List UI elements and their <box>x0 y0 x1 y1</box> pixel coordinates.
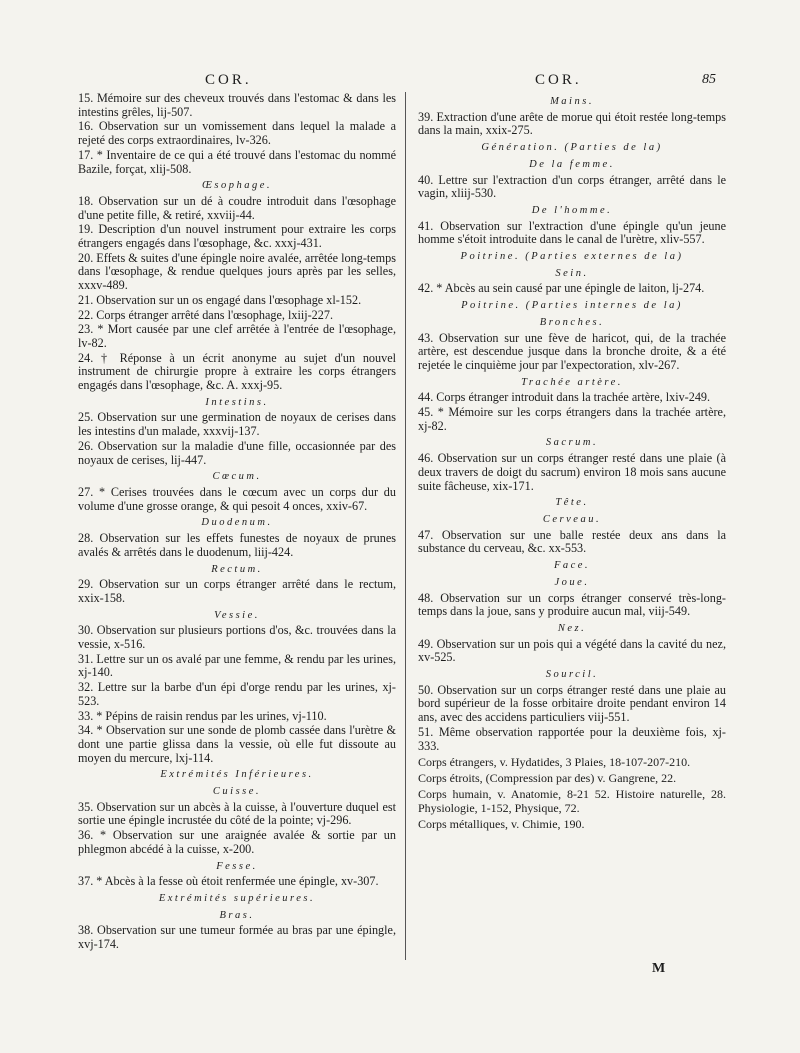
index-entry: 45. * Mémoire sur les corps étrangers dans la trachée artère, xj-82. <box>418 405 726 433</box>
index-entry: 36. * Observation sur une araignée avalée & sortie par un phlegmon abcédé à la cuisse, x-200. <box>78 828 396 856</box>
running-header-left: COR. <box>205 72 252 88</box>
column-divider <box>405 92 406 960</box>
index-entry: 42. * Abcès au sein causé par une épingle de laiton, lj-274. <box>418 281 705 296</box>
cross-reference: Corps étrangers, v. Hydatides, 3 Plaies, 18-107-207-210. <box>418 755 691 770</box>
section-heading: Nez. <box>557 622 587 634</box>
index-entry: 33. * Pépins de raisin rendus par les urines, vj-110. <box>78 708 327 723</box>
section-heading: Rectum. <box>211 563 263 575</box>
section-heading: Extrémités Inférieures. <box>160 769 314 781</box>
running-header-right: COR. <box>535 72 582 88</box>
section-heading: Bronches. <box>539 316 605 328</box>
index-entry: 31. Lettre sur un os avalé par une femme, & rendu par les urines, xj-140. <box>78 651 396 680</box>
index-entry: 24. † Réponse à un écrit anonyme au sujet d'un nouvel instrument de chirurgie propre à extraire les corps étrangers engagés dans l'œsophage, &c. A. xxxj-95. <box>78 350 396 393</box>
section-heading: Génération. (Parties de la) <box>481 142 663 154</box>
section-heading: Tête. <box>555 497 589 509</box>
section-heading: Sourcil. <box>545 669 599 681</box>
index-entry: 46. Observation sur un corps étranger resté dans une plaie (à deux travers de doigt du sacrum) environ 18 mois sans aucune suite fâcheuse, xix-171. <box>418 451 726 493</box>
index-entry: 20. Effets & suites d'une épingle noire avalée, arrêtée long-temps dans l'œsophage, & rendue quelques jours après par les selles, xxxv-489. <box>78 250 396 293</box>
index-entry: 41. Observation sur l'extraction d'une épingle qu'un jeune homme s'étoit introduite dans le canal de l'urètre, xliv-557. <box>418 218 726 247</box>
index-entry: 21. Observation sur un os engagé dans l'œsophage xl-152. <box>78 292 362 307</box>
index-entry: 51. Même observation rapportée pour la deuxième fois, xj-333. <box>418 724 726 753</box>
section-heading: Cœcum. <box>212 471 262 483</box>
section-heading: Joue. <box>554 576 590 588</box>
section-heading: De la femme. <box>529 158 615 170</box>
section-heading: Sacrum. <box>545 437 599 449</box>
index-entry: 32. Lettre sur la barbe d'un épi d'orge rendu par les urines, xj-523. <box>78 680 396 708</box>
section-heading: Duodenum. <box>201 517 273 529</box>
section-heading: Œsophage. <box>201 180 273 192</box>
index-entry: 39. Extraction d'une arête de morue qui étoit restée long-temps dans la main, xxix-275. <box>418 109 726 138</box>
index-entry: 27. * Cerises trouvées dans le cœcum avec un corps dur du volume d'une grosse orange, & qui pesoit 4 onces, xxiv-67. <box>78 484 396 513</box>
index-entry: 50. Observation sur un corps étranger resté dans une plaie au bord supérieur de la fosse orbitaire droite pendant environ 14 ans, avec des accidens particuliers viij-551. <box>418 682 726 725</box>
section-heading: Face. <box>553 560 591 572</box>
index-entry: 49. Observation sur un pois qui a végété dans la cavité du nez, xv-525. <box>418 636 726 665</box>
index-entry: 38. Observation sur une tumeur formée au bras par une épingle, xvj-174. <box>78 923 396 952</box>
cross-reference: Corps étroits, (Compression par des) v. Gangrene, 22. <box>418 771 677 786</box>
index-entry: 18. Observation sur un dé à coudre introduit dans l'œsophage d'une petite fille, & retiré, xxviij-44. <box>78 193 396 222</box>
cross-reference: Corps métalliques, v. Chimie, 190. <box>418 817 585 832</box>
index-entry: 25. Observation sur une germination de noyaux de cerises dans les intestins d'un malade, xxxvij-137. <box>78 410 396 439</box>
index-entry: 35. Observation sur un abcès à la cuisse, à l'ouverture duquel est sortie une épingle incrustée du côté de la pointe; vj-296. <box>78 799 396 828</box>
index-entry: 30. Observation sur plusieurs portions d'os, &c. trouvées dans la vessie, x-516. <box>78 623 396 652</box>
index-entry: 15. Mémoire sur des cheveux trouvés dans l'estomac & dans les intestins grêles, lij-507. <box>78 91 396 119</box>
section-heading: Bras. <box>219 909 255 921</box>
index-entry: 47. Observation sur une balle restée deux ans dans la substance du cerveau, &c. xx-553. <box>418 527 726 556</box>
index-entry: 26. Observation sur la maladie d'une fille, occasionnée par des noyaux de cerises, lij-447. <box>78 438 396 467</box>
page-number: 85 <box>702 72 716 87</box>
right-column <box>418 92 726 832</box>
section-heading: Cerveau. <box>542 513 602 525</box>
index-entry: 48. Observation sur un corps étranger conservé très-long-temps dans la joue, sans y produire aucun mal, viij-549. <box>418 590 726 619</box>
index-entry: 16. Observation sur un vomissement dans lequel la malade a rejeté des corps extraordinaires, lv-326. <box>78 119 396 148</box>
section-heading: Fesse. <box>216 860 258 872</box>
index-entry: 23. * Mort causée par une clef arrêtée à l'entrée de l'œsophage, lv-82. <box>78 322 396 350</box>
section-heading: De l'homme. <box>531 204 613 216</box>
index-entry: 29. Observation sur un corps étranger arrêté dans le rectum, xxix-158. <box>78 577 396 605</box>
section-heading: Mains. <box>550 96 594 107</box>
index-entry: 43. Observation sur une fève de haricot, qui, de la trachée artère, est descendue jusque dans la bronche droite, & a été rejetée le cinquième jour par l'expectoration, xlv-267. <box>418 330 726 372</box>
section-heading: Vessie. <box>214 609 260 621</box>
cross-reference: Corps humain, v. Anatomie, 8-21 52. Histoire naturelle, 28. Physiologie, 1-152, Physique, 72. <box>418 787 726 816</box>
index-entry: 40. Lettre sur l'extraction d'un corps étranger, arrêté dans le vagin, xliij-530. <box>418 172 726 201</box>
section-heading: Poitrine. (Parties externes de la) <box>460 251 684 263</box>
section-heading: Extrémités supérieures. <box>158 892 316 904</box>
index-entry: 22. Corps étranger arrêté dans l'œsophage, lxiij-227. <box>78 307 334 322</box>
signature-mark: M <box>652 961 666 976</box>
section-heading: Cuisse. <box>212 786 262 798</box>
index-entry: 34. * Observation sur une sonde de plomb cassée dans l'urètre & dont une partie glissa dans la vessie, où elle fut dissoute au moyen du mercure, lxj-114. <box>78 723 396 765</box>
section-heading: Poitrine. (Parties internes de la) <box>461 300 683 312</box>
left-column <box>78 92 396 953</box>
index-entry: 19. Description d'un nouvel instrument pour extraire les corps étrangers engagés dans l'œsophage, &c. xxxj-431. <box>78 222 396 251</box>
section-heading: Intestins. <box>205 396 269 408</box>
index-entry: 17. * Inventaire de ce qui a été trouvé dans l'estomac du nommé Bazile, forçat, xlij-508. <box>78 147 396 176</box>
section-heading: Trachée artère. <box>521 376 623 388</box>
section-heading: Sein. <box>555 267 589 279</box>
index-entry: 28. Observation sur les effets funestes de noyaux de prunes avalés & arrêtés dans le duodenum, liij-424. <box>78 531 396 559</box>
index-entry: 37. * Abcès à la fesse où étoit renfermée une épingle, xv-307. <box>78 874 379 889</box>
index-entry: 44. Corps étranger introduit dans la trachée artère, lxiv-249. <box>418 390 711 405</box>
